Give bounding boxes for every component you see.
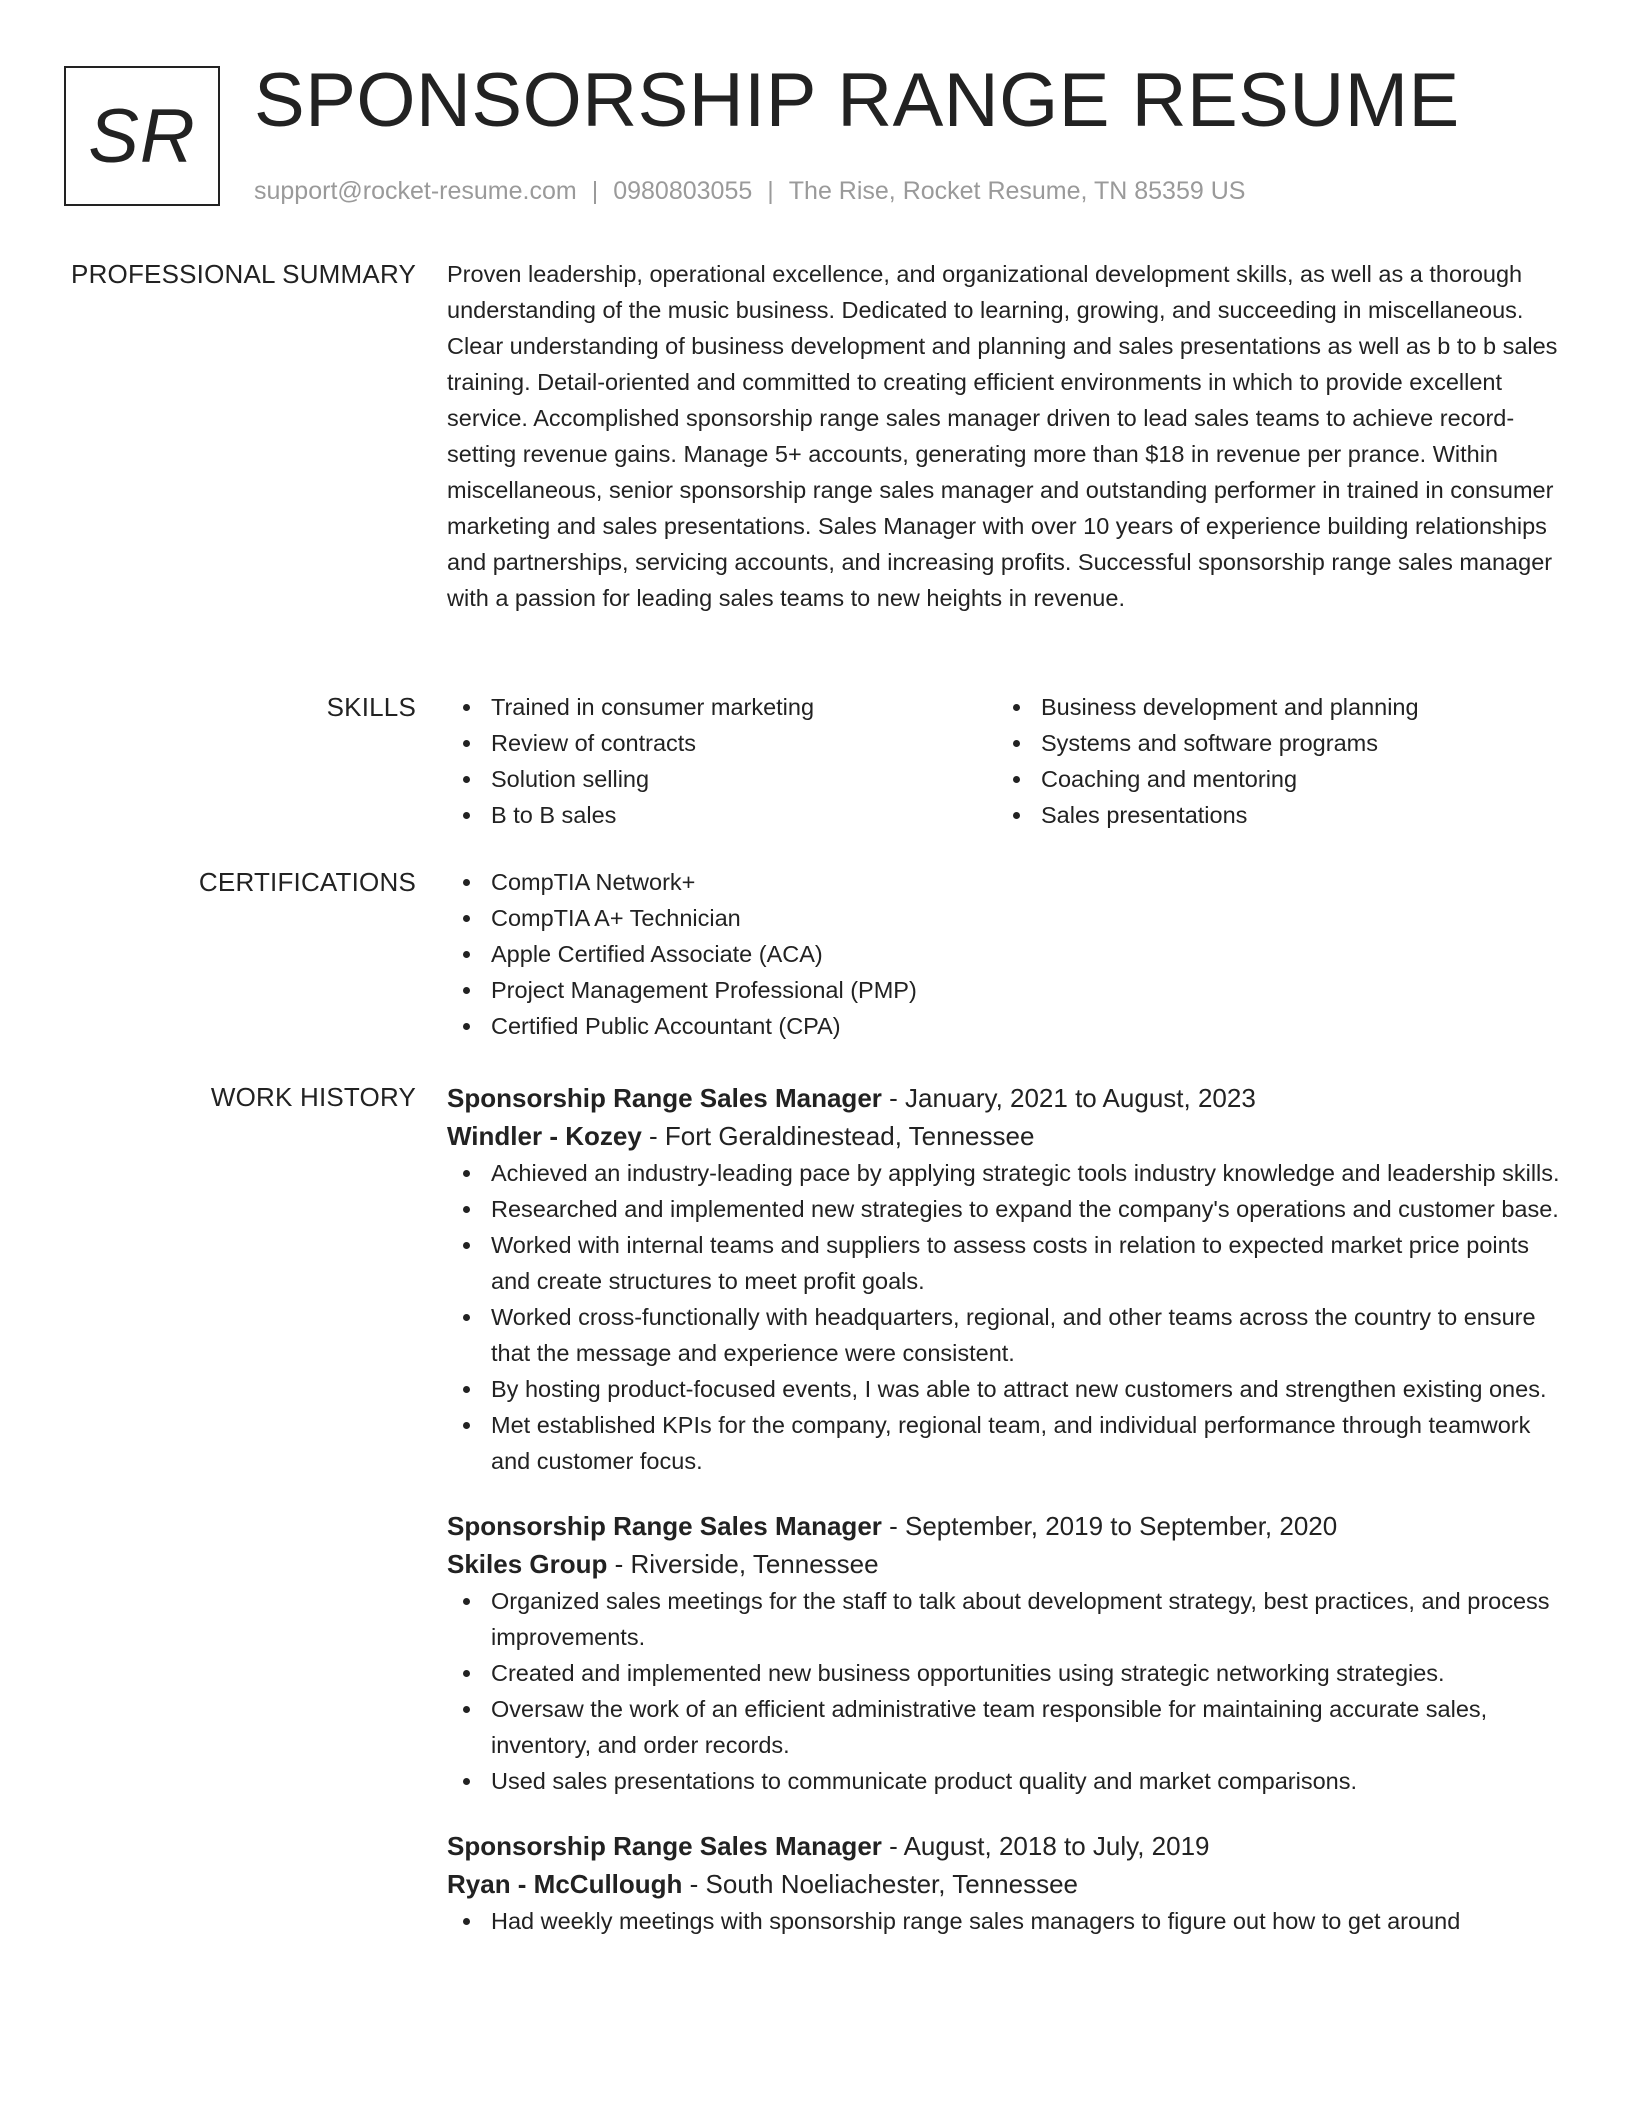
job-bullet-list: [447, 1583, 1565, 1799]
job-bullet: Met established KPIs for the company, regional team, and individual performance through teamwork and customer focus.: [447, 1407, 1565, 1479]
job-bullet: Used sales presentations to communicate product quality and market comparisons.: [447, 1763, 1565, 1799]
job-dates: September, 2019 to September, 2020: [905, 1511, 1338, 1541]
skills-column-right: [997, 689, 1547, 833]
certification-item: CompTIA A+ Technician: [447, 900, 1565, 936]
job-bullet: Created and implemented new business opportunities using strategic networking strategies.: [447, 1655, 1565, 1691]
job-title-line: Sponsorship Range Sales Manager - January, 2021 to August, 2023: [447, 1083, 1256, 1113]
skill-item: Business development and planning: [997, 689, 1547, 725]
job-bullet: Researched and implemented new strategies to expand the company's operations and customer base.: [447, 1191, 1565, 1227]
job-bullet: Worked cross-functionally with headquarters, regional, and other teams across the country to ensure that the message and experience were consistent.: [447, 1299, 1565, 1371]
certifications-list: [447, 864, 1565, 1044]
contact-separator: |: [767, 177, 774, 205]
skill-item: Solution selling: [447, 761, 997, 797]
summary-heading: PROFESSIONAL SUMMARY: [71, 259, 416, 289]
resume-title: SPONSORSHIP RANGE RESUME: [254, 58, 1460, 143]
job-title: Sponsorship Range Sales Manager: [447, 1083, 882, 1113]
job-title: Sponsorship Range Sales Manager: [447, 1511, 882, 1541]
phone-text: 0980803055: [613, 177, 753, 205]
skill-item: B to B sales: [447, 797, 997, 833]
job-entry: [447, 1827, 1565, 1939]
job-entry: [447, 1079, 1565, 1479]
job-dates: August, 2018 to July, 2019: [903, 1831, 1210, 1861]
job-location: Fort Geraldinestead, Tennessee: [664, 1121, 1035, 1151]
skills-grid: [447, 689, 1565, 833]
certifications-heading: CERTIFICATIONS: [198, 867, 416, 897]
skill-item: Systems and software programs: [997, 725, 1547, 761]
work-history-heading: WORK HISTORY: [210, 1082, 416, 1112]
job-bullet-list: [447, 1155, 1565, 1479]
job-location: South Noeliachester, Tennessee: [705, 1869, 1078, 1899]
certification-item: Apple Certified Associate (ACA): [447, 936, 1565, 972]
skills-list: [447, 689, 997, 833]
skills-list: [997, 689, 1547, 833]
certifications-body: [447, 864, 1565, 1044]
job-dates: January, 2021 to August, 2023: [905, 1083, 1256, 1113]
job-bullet: By hosting product-focused events, I was able to attract new customers and strengthen existing ones.: [447, 1371, 1565, 1407]
certification-item: CompTIA Network+: [447, 864, 1565, 900]
job-location: Riverside, Tennessee: [630, 1549, 879, 1579]
address-text: The Rise, Rocket Resume, TN 85359 US: [788, 177, 1246, 205]
summary-body: [447, 256, 1565, 616]
job-company-line: Windler - Kozey - Fort Geraldinestead, Tennessee: [447, 1121, 1035, 1151]
skills-heading: SKILLS: [326, 692, 416, 722]
certification-item: Certified Public Accountant (CPA): [447, 1008, 1565, 1044]
email-text: support@rocket-resume.com: [254, 177, 577, 205]
job-company: Ryan - McCullough: [447, 1869, 683, 1899]
skill-item: Coaching and mentoring: [997, 761, 1547, 797]
monogram-badge: SR: [64, 66, 220, 206]
contact-separator: |: [591, 177, 599, 205]
job-bullet: Organized sales meetings for the staff to talk about development strategy, best practices, and process improvements.: [447, 1583, 1565, 1655]
job-title: Sponsorship Range Sales Manager: [447, 1831, 882, 1861]
skills-column-left: [447, 689, 997, 833]
job-company-line: Skiles Group - Riverside, Tennessee: [447, 1549, 879, 1579]
job-company: Skiles Group: [447, 1549, 608, 1579]
job-bullet: Had weekly meetings with sponsorship range sales managers to figure out how to get around: [447, 1903, 1565, 1939]
skill-item: Review of contracts: [447, 725, 997, 761]
job-bullet-list: [447, 1903, 1565, 1939]
summary-text: Proven leadership, operational excellence, and organizational development skills, as well as a thorough understanding of the music business. Dedicated to learning, growing, and succeeding in miscellaneous. Clear understanding of business development and planning and sales presentations as well as b to b sales training. Detail-oriented and committed to creating efficient environments in which to provide excellent service. Accomplished sponsorship range sales manager driven to lead sales teams to achieve record-setting revenue gains. Manage 5+ accounts, generating more than $18 in revenue per prance. Within miscellaneous, senior sponsorship range sales manager and outstanding performer in trained in consumer marketing and sales presentations. Sales Manager with over 10 years of experience building relationships and partnerships, servicing accounts, and increasing profits. Successful sponsorship range sales manager with a passion for leading sales teams to new heights in revenue.: [447, 261, 1558, 611]
job-entry: [447, 1507, 1565, 1799]
contact-line: [254, 174, 1245, 208]
job-title-line: Sponsorship Range Sales Manager - September, 2019 to September, 2020: [447, 1511, 1338, 1541]
skill-item: Sales presentations: [997, 797, 1547, 833]
certification-item: Project Management Professional (PMP): [447, 972, 1565, 1008]
job-company: Windler - Kozey: [447, 1121, 642, 1151]
job-bullet: Oversaw the work of an efficient administrative team responsible for maintaining accurate sales, inventory, and order records.: [447, 1691, 1565, 1763]
work-history-body: [447, 1079, 1565, 1967]
job-bullet: Worked with internal teams and suppliers to assess costs in relation to expected market price points and create structures to meet profit goals.: [447, 1227, 1565, 1299]
skill-item: Trained in consumer marketing: [447, 689, 997, 725]
job-company-line: Ryan - McCullough - South Noeliachester, Tennessee: [447, 1869, 1078, 1899]
job-bullet: Achieved an industry-leading pace by applying strategic tools industry knowledge and leadership skills.: [447, 1155, 1565, 1191]
job-title-line: Sponsorship Range Sales Manager - August, 2018 to July, 2019: [447, 1831, 1210, 1861]
